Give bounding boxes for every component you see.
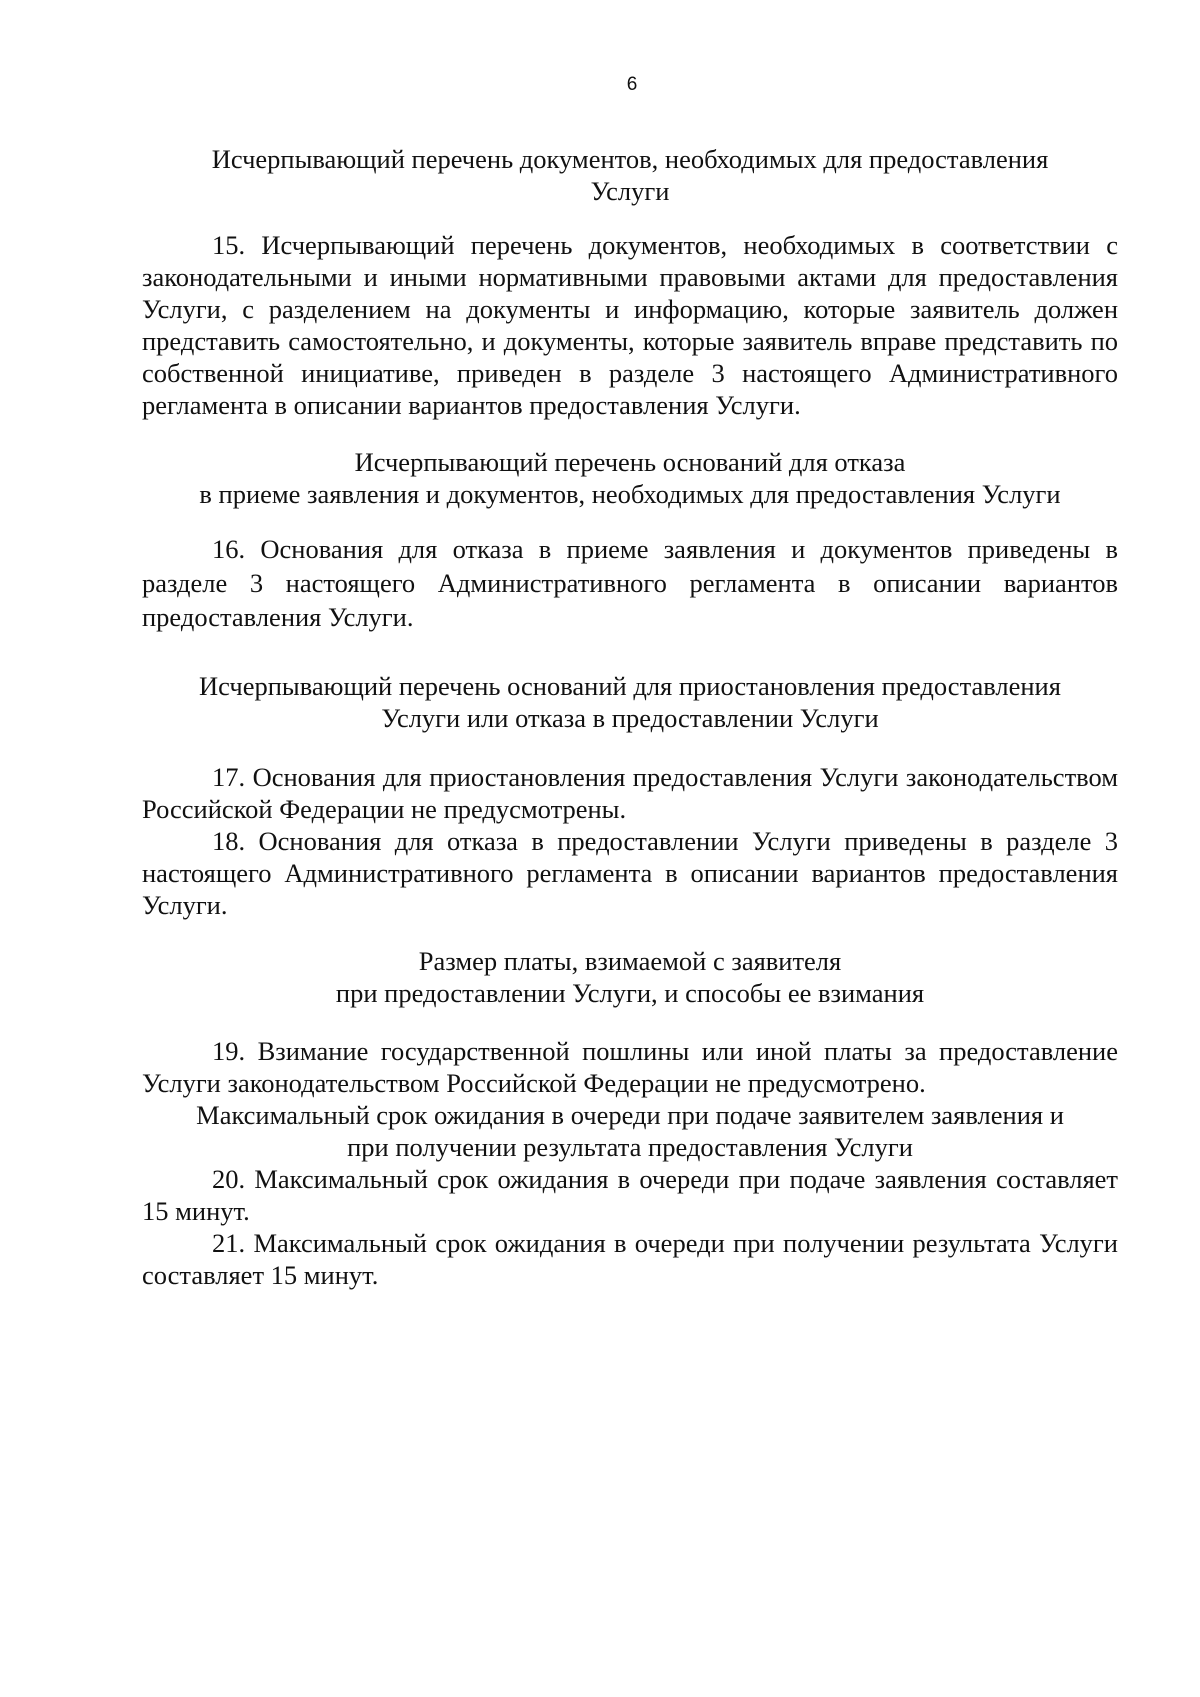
section-heading-refusal-reception	[142, 446, 1118, 510]
section-heading-suspension	[142, 670, 1118, 734]
paragraph-18: 18. Основания для отказа в предоставлении Услуги приведены в разделе 3 настоящего Административного регламента в описании вариантов предоставления Услуги.	[142, 826, 1118, 920]
paragraph-15: 15. Исчерпывающий перечень документов, необходимых в соответствии с законодательными и иными нормативными правовыми актами для предоставления Услуги, с разделением на документы и информацию, которые заявитель должен представить самостоятельно, и документы, которые заявитель вправе представить по собственной инициативе, приведен в разделе 3 настоящего Административного регламента в описании вариантов предоставления Услуги.	[142, 230, 1118, 420]
heading-line: Исчерпывающий перечень документов, необходимых для предоставления	[211, 144, 1049, 174]
document-body	[142, 143, 1118, 1291]
paragraph-16: 16. Основания для отказа в приеме заявления и документов приведены в разделе 3 настоящего Административного регламента в описании вариантов предоставления Услуги.	[142, 534, 1118, 632]
heading-line: Максимальный срок ожидания в очереди при подаче заявителем заявления и	[196, 1100, 1064, 1130]
section-heading-queue	[142, 1099, 1118, 1163]
heading-line: при получении результата предоставления Услуги	[347, 1132, 913, 1162]
heading-line: в приеме заявления и документов, необходимых для предоставления Услуги	[199, 479, 1061, 509]
paragraph-20: 20. Максимальный срок ожидания в очереди при подаче заявления составляет 15 минут.	[142, 1164, 1118, 1226]
heading-line: Размер платы, взимаемой с заявителя	[418, 946, 842, 976]
heading-line: Исчерпывающий перечень оснований для приостановления предоставления	[199, 671, 1061, 701]
section-heading-fee	[142, 945, 1118, 1009]
heading-line: Услуги	[590, 176, 670, 206]
paragraph-17: 17. Основания для приостановления предоставления Услуги законодательством Российской Федерации не предусмотрены.	[142, 762, 1118, 824]
heading-line: Исчерпывающий перечень оснований для отказа	[354, 447, 906, 477]
heading-line: при предоставлении Услуги, и способы ее взимания	[335, 978, 925, 1008]
section-heading-documents	[142, 143, 1118, 207]
paragraph-21: 21. Максимальный срок ожидания в очереди при получении результата Услуги составляет 15 минут.	[142, 1228, 1118, 1290]
heading-line: Услуги или отказа в предоставлении Услуги	[381, 703, 879, 733]
page-number: 6	[626, 74, 638, 95]
paragraph-19: 19. Взимание государственной пошлины или иной платы за предоставление Услуги законодательством Российской Федерации не предусмотрено.	[142, 1036, 1118, 1098]
